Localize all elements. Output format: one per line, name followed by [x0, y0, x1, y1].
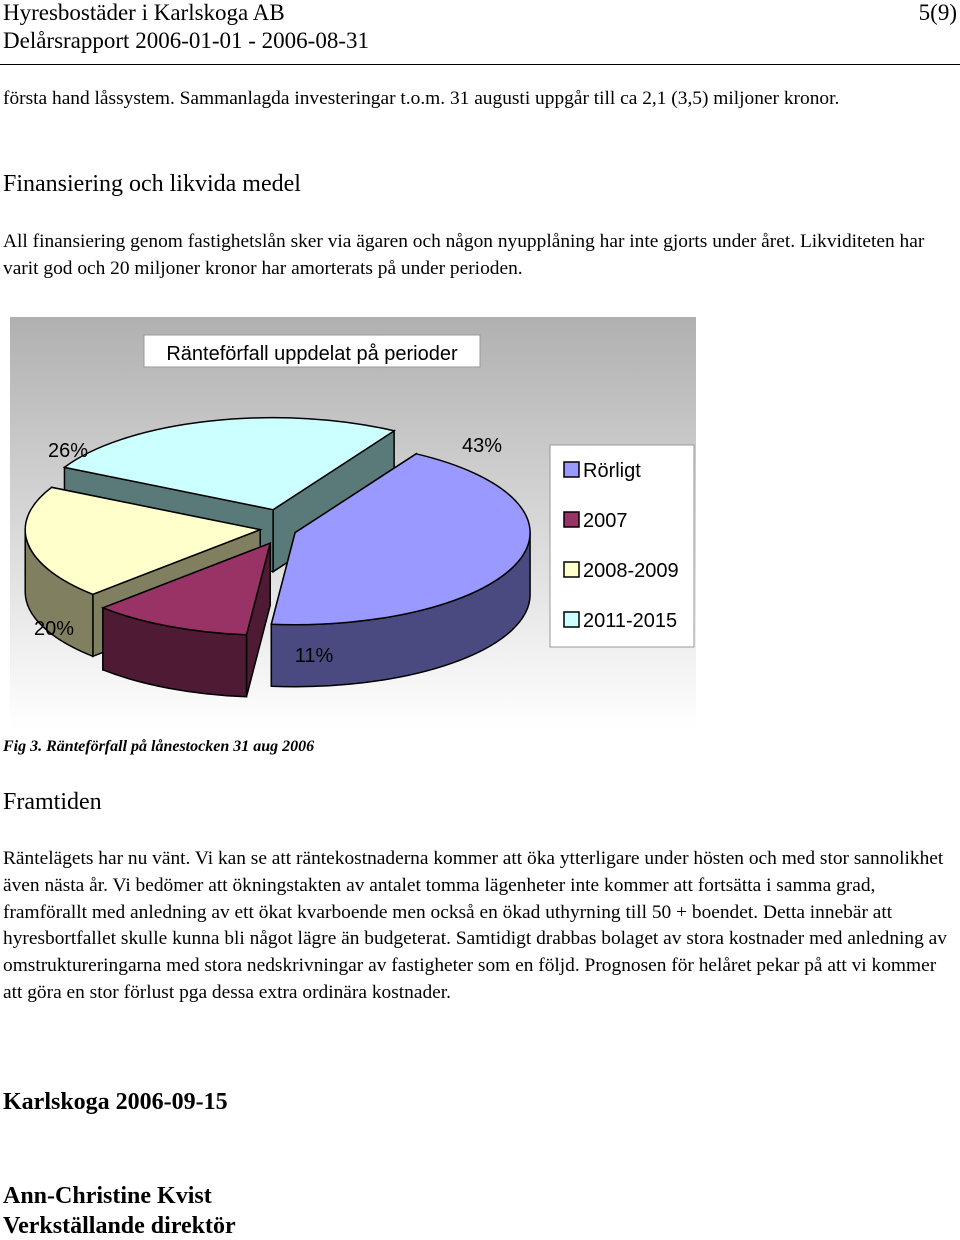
legend-label-2007: 2007	[583, 510, 628, 532]
financing-heading: Finansiering och likvida medel	[3, 171, 301, 197]
signatory-name: Ann-Christine Kvist	[3, 1183, 212, 1209]
report-period: Delårsrapport 2006-01-01 - 2006-08-31	[3, 28, 369, 53]
future-heading: Framtiden	[3, 789, 102, 815]
chart-title: Ränteförfall uppdelat på perioder	[166, 343, 458, 365]
place-date: Karlskoga 2006-09-15	[3, 1089, 228, 1115]
legend-swatch-r-rligt	[564, 462, 579, 477]
legend-label-r-rligt: Rörligt	[583, 460, 641, 482]
header-divider	[0, 64, 960, 65]
legend-swatch-2008-2009	[564, 562, 579, 577]
pie-label-2008-2009: 20%	[33, 618, 75, 640]
future-paragraph: Räntelägets har nu vänt. Vi kan se att räntekostnaderna kommer att öka ytterligare under hösten och med stor sannolikhet även nästa år. Vi bedömer att ökningstakten av antalet tomma lägenheter inte kommer att fortsätta i samma grad, framförallt med anledning av ett ökat kvarboende men också en ökad uthyrning till 50 + boendet. Detta innebär att hyresbortfallet skulle kunna bli något lägre än budgeterat. Samtidigt drabbas bolaget av stora kostnader med anledning av omstruktureringarna med stora nedskrivningar av fastigheter som en följd. Prognosen för helåret pekar på att vi kommer att göra en stor förlust pga dessa extra ordinära kostnader.	[3, 848, 947, 1003]
signatory-title: Verkställande direktör	[3, 1213, 236, 1239]
company-name: Hyresbostäder i Karlskoga AB	[3, 0, 285, 25]
chart-legend	[550, 445, 694, 647]
pie-label-2007: 11%	[294, 645, 334, 667]
interest-maturity-pie-chart	[10, 317, 696, 729]
legend-swatch-2011-2015	[564, 612, 579, 627]
legend-swatch-2007	[564, 512, 579, 527]
figure-caption: Fig 3. Ränteförfall på lånestocken 31 aug 2006	[3, 738, 315, 755]
legend-label-2011-2015: 2011-2015	[583, 610, 678, 632]
page-number: 5(9)	[918, 0, 957, 25]
pie-label-2011-2015: 26%	[47, 440, 89, 462]
legend-label-2008-2009: 2008-2009	[583, 560, 679, 582]
chart-title-group	[144, 335, 480, 367]
financing-paragraph: All finansiering genom fastighetslån sker via ägaren och någon nyupplåning har inte gjorts under året. Likviditeten har varit god och 20 miljoner kronor har amorterats på under perioden.	[3, 231, 925, 279]
pie-label-r-rligt: 43%	[461, 435, 503, 457]
intro-paragraph: första hand låssystem. Sammanlagda investeringar t.o.m. 31 augusti uppgår till ca 2,1 (3,5) miljoner kronor.	[3, 88, 840, 109]
